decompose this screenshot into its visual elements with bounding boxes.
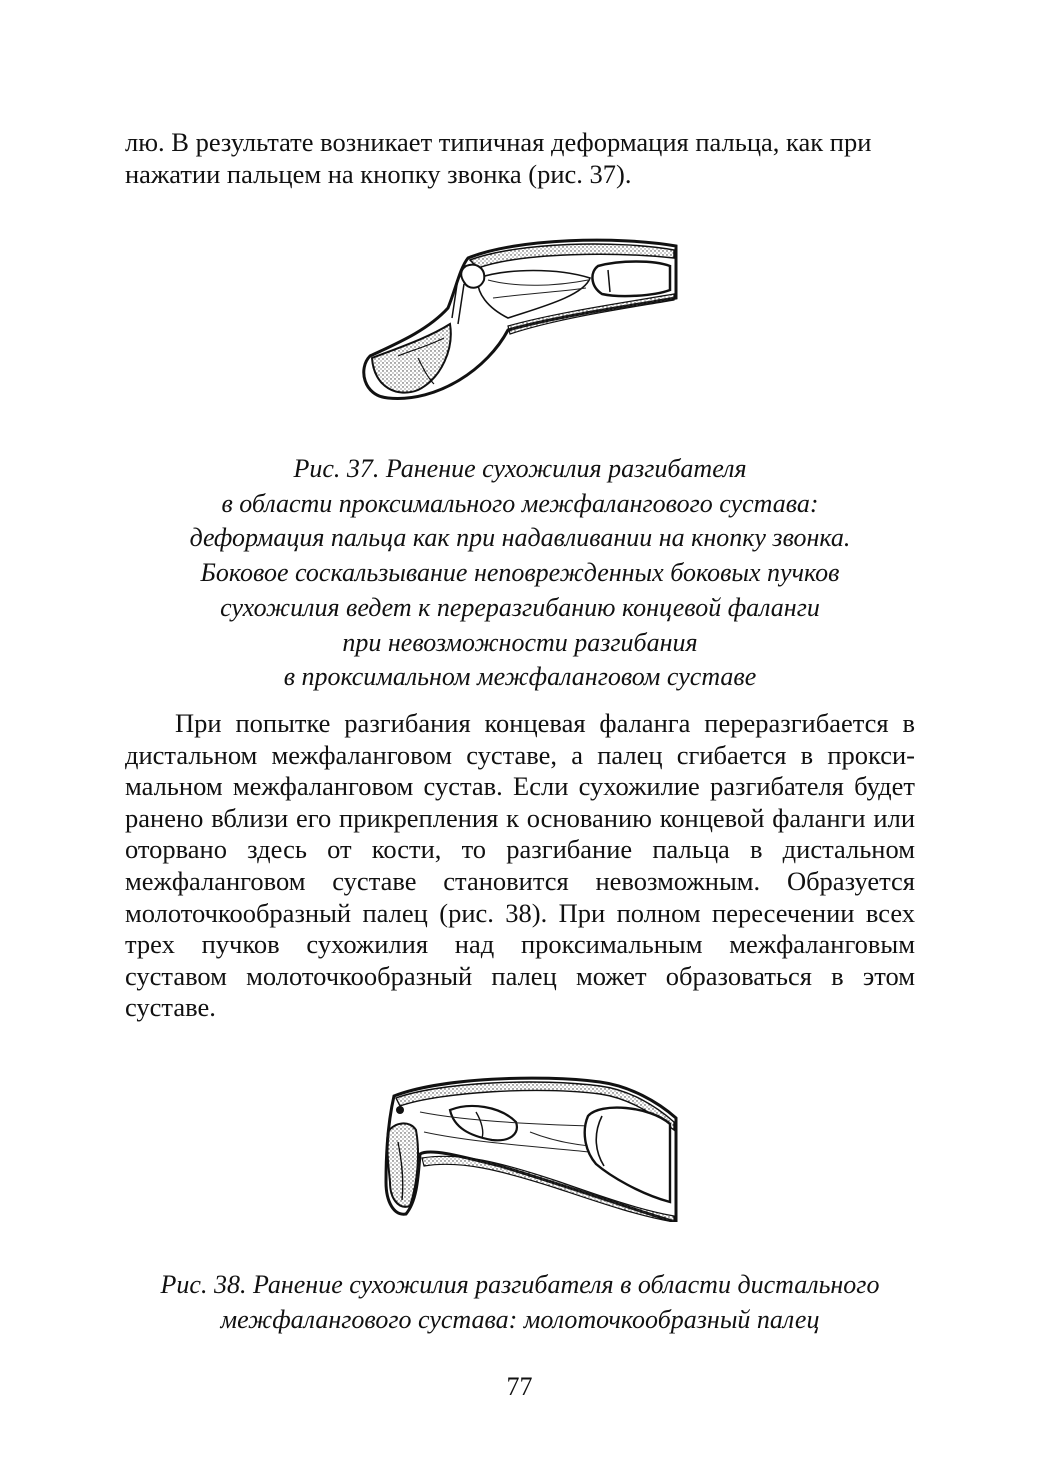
paragraph-main-text: При попытке разгибания концевая фаланга переразгибается в дистальном межфаланговом суставе, а палец сгибается в проксимальном межфаланговом сустав. Если сухожилие разгибателя будет ранено вблизи его прикрепления к основанию концевой фаланги или оторвано здесь от кости, то разгибание пальца в дистальном межфаланговом суставе становится невозможным. Образуется молоточкообразный палец (рис. 38). При полном пересечении всех трех пучков сухожилия над проксимальным межфаланговым суставом молоточкообразный палец может образоваться в этом суставе. bbox=[125, 708, 915, 1023]
caption-line: Боковое соскальзывание неповрежденных боковых пучков bbox=[200, 558, 840, 588]
caption-line: Рис. 38. Ранение сухожилия разгибателя в области дистального bbox=[160, 1270, 880, 1299]
caption-line: сухожилия ведет к переразгибанию концевой фаланги bbox=[220, 592, 820, 622]
caption-line: деформация пальца как при надавливании на кнопку звонка. bbox=[189, 523, 851, 553]
caption-line: при невозможности разгибания bbox=[342, 627, 698, 657]
paragraph-main bbox=[125, 708, 915, 1024]
caption-line: Рис. 37. Ранение сухожилия разгибателя bbox=[293, 454, 747, 483]
figure-38-caption bbox=[100, 1268, 940, 1337]
figure-37-illustration bbox=[358, 238, 683, 410]
caption-line: в области проксимального межфалангового сустава: bbox=[221, 488, 819, 518]
paragraph-top: лю. В результате возникает типичная деформация пальца, как при нажатии пальцем на кнопку звонка (рис. 37). bbox=[125, 127, 872, 189]
figure-37-caption bbox=[100, 452, 940, 695]
page-number: 77 bbox=[506, 1372, 533, 1401]
caption-line: в проксимальном межфаланговом суставе bbox=[283, 662, 757, 692]
figure-38-illustration bbox=[380, 1072, 680, 1222]
caption-line: межфалангового сустава: молоточкообразный палец bbox=[220, 1304, 820, 1334]
